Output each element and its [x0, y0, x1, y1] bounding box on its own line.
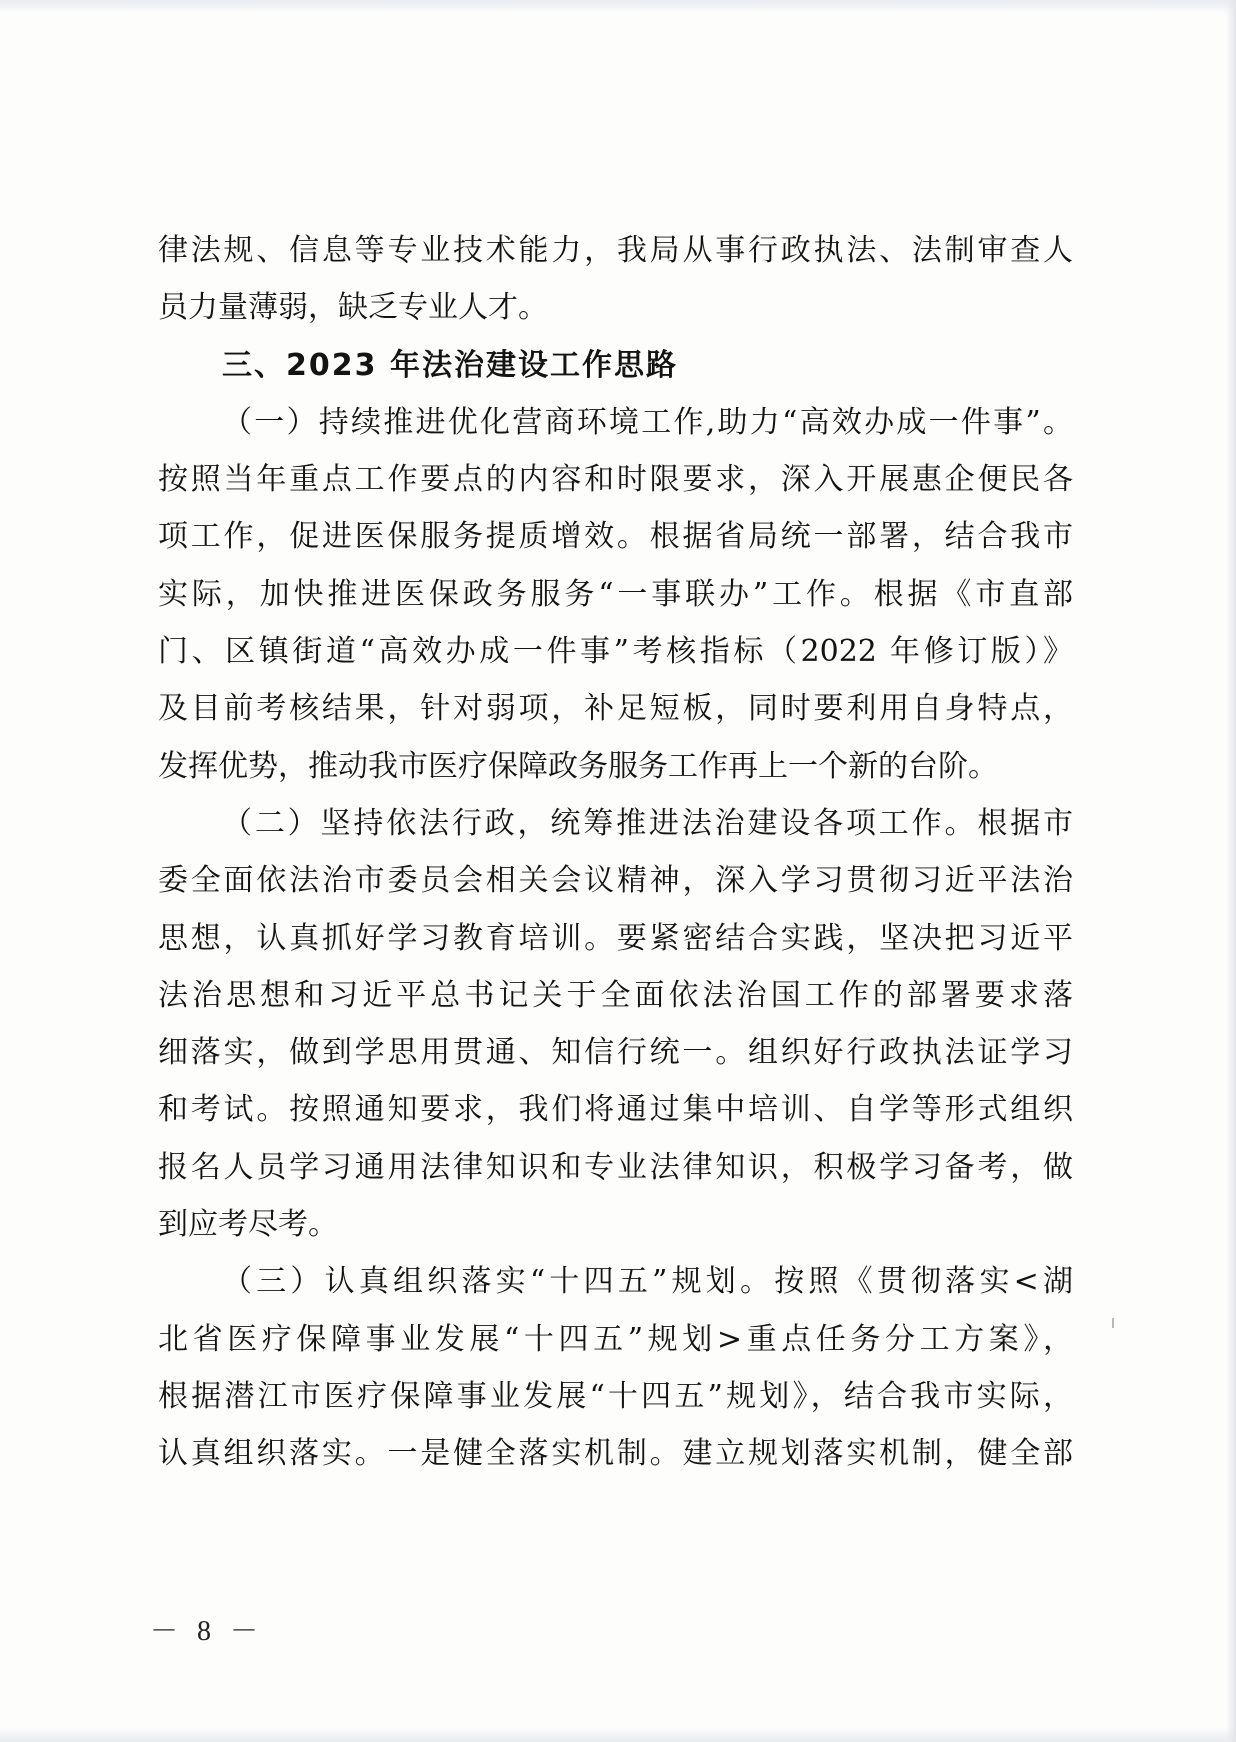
scan-speck	[1112, 1318, 1114, 1328]
text-line: 按照当年重点工作要点的内容和时限要求，深入开展惠企便民各	[158, 462, 1073, 498]
text-line: 根据潜江市医疗保障事业发展“十四五”规划》，结合我市实际，	[158, 1378, 1073, 1414]
text-line: 员力量薄弱，缺乏专业人才。	[158, 290, 548, 326]
document-body	[158, 222, 1073, 1483]
text-line: 门、区镇街道“高效办成一件事”考核指标（2022 年修订版）》	[158, 634, 1073, 670]
text-line: 律法规、信息等专业技术能力，我局从事行政执法、法制审查人	[158, 233, 1073, 268]
text-line: 报名人员学习通用法律知识和专业法律知识，积极学习备考，做	[158, 1149, 1073, 1185]
scan-edge-bottom	[0, 1728, 1236, 1742]
scan-edge-right	[1226, 0, 1236, 1742]
text-line: 和考试。按照通知要求，我们将通过集中培训、自学等形式组织	[158, 1092, 1073, 1128]
subsection-heading-line: （一）持续推进优化营商环境工作,助力“高效办成一件事”。	[222, 404, 1073, 440]
text-line: 实际，加快推进医保政务服务“一事联办”工作。根据《市直部	[158, 576, 1073, 612]
text-line: 北省医疗保障事业发展“十四五”规划>重点任务分工方案》，	[158, 1321, 1073, 1357]
text-line: 思想，认真抓好学习教育培训。要紧密结合实践，坚决把习近平	[158, 920, 1073, 956]
scan-edge-top	[0, 0, 1236, 14]
text-line: 细落实，做到学思用贯通、知信行统一。组织好行政执法证学习	[158, 1035, 1073, 1071]
subsection-heading-line: （三）认真组织落实“十四五”规划。按照《贯彻落实<湖	[222, 1264, 1073, 1300]
page-number: － 8 －	[150, 1616, 265, 1647]
section-heading: 三、2023 年法治建设工作思路	[222, 347, 678, 383]
text-line: 委全面依法治市委员会相关会议精神，深入学习贯彻习近平法治	[158, 863, 1073, 899]
subsection-heading-line: （二）坚持依法行政，统筹推进法治建设各项工作。根据市	[222, 805, 1073, 841]
text-line: 法治思想和习近平总书记关于全面依法治国工作的部署要求落	[158, 977, 1073, 1013]
text-line: 发挥优势，推动我市医疗保障政务服务工作再上一个新的台阶。	[158, 748, 998, 784]
text-line: 到应考尽考。	[158, 1207, 338, 1243]
text-line: 认真组织落实。一是健全落实机制。建立规划落实机制，健全部	[158, 1436, 1073, 1472]
text-line: 及目前考核结果，针对弱项，补足短板，同时要利用自身特点，	[158, 691, 1073, 727]
text-line: 项工作，促进医保服务提质增效。根据省局统一部署，结合我市	[158, 519, 1073, 555]
